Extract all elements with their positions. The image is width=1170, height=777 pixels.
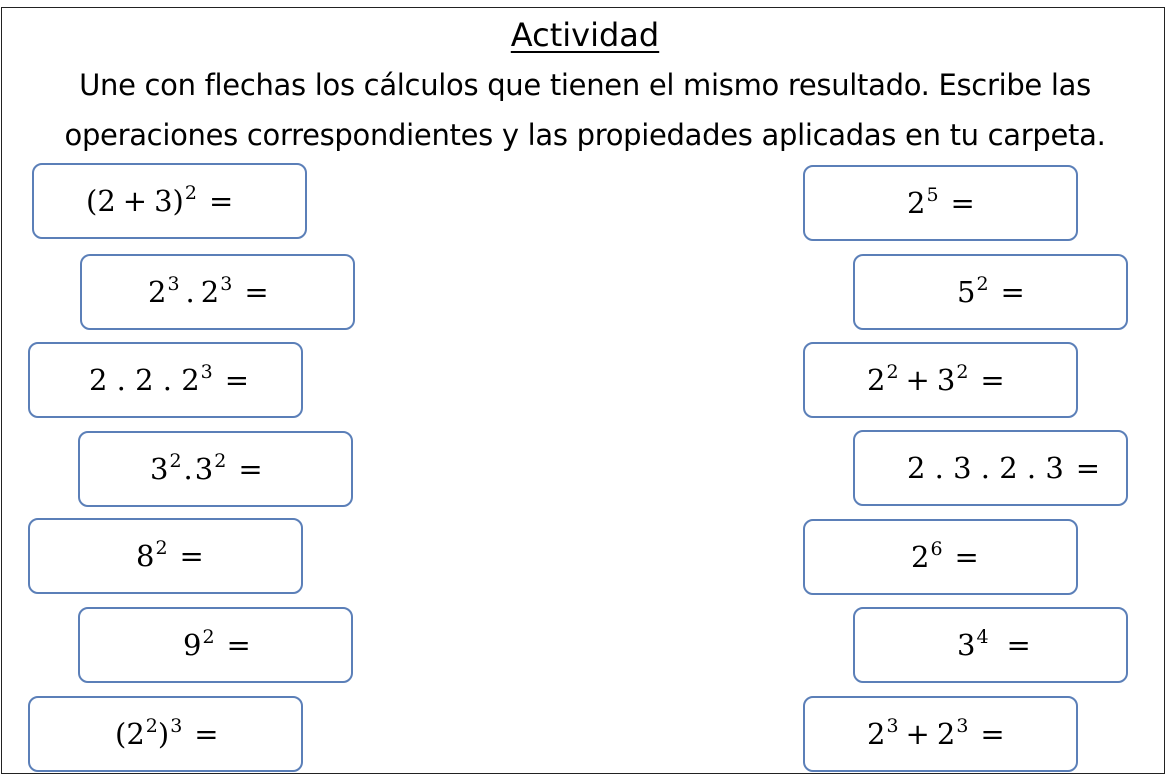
equals-sign: = bbox=[208, 184, 234, 218]
right-card-4[interactable] bbox=[853, 430, 1128, 506]
term: 5 bbox=[957, 275, 976, 309]
right-card-5[interactable] bbox=[803, 519, 1078, 595]
exponent: 3 bbox=[956, 715, 969, 737]
exponent: 2 bbox=[145, 715, 158, 737]
equals-sign: = bbox=[1006, 628, 1031, 662]
equals-sign: = bbox=[1000, 275, 1025, 309]
equals-sign: = bbox=[950, 186, 975, 220]
equals-sign: = bbox=[224, 363, 250, 397]
right-card-3[interactable] bbox=[803, 342, 1078, 418]
term: 2 bbox=[200, 275, 220, 309]
exponent: 2 bbox=[155, 537, 168, 559]
term: (2 bbox=[115, 717, 145, 751]
equals-sign: = bbox=[238, 452, 263, 486]
operator: + bbox=[905, 363, 930, 397]
activity-title: Actividad bbox=[510, 16, 660, 54]
term: 2 bbox=[867, 717, 886, 751]
expression bbox=[907, 451, 1100, 485]
left-card-3[interactable] bbox=[28, 342, 303, 418]
expression bbox=[89, 363, 249, 397]
exponent: 6 bbox=[930, 538, 943, 560]
exponent: 2 bbox=[169, 450, 182, 472]
expression bbox=[911, 540, 979, 574]
term: 2 bbox=[867, 363, 886, 397]
expression bbox=[150, 452, 263, 486]
expression bbox=[183, 628, 251, 662]
term: 2 bbox=[936, 717, 956, 751]
exponent: 2 bbox=[202, 626, 215, 648]
left-card-5[interactable] bbox=[28, 518, 303, 594]
equals-sign: = bbox=[179, 539, 204, 573]
term: 8 bbox=[136, 539, 155, 573]
right-card-2[interactable] bbox=[853, 254, 1128, 330]
exponent: 3 bbox=[220, 273, 233, 295]
left-card-1[interactable] bbox=[32, 163, 307, 239]
expression bbox=[148, 275, 269, 309]
equals-sign: = bbox=[980, 717, 1005, 751]
expression bbox=[907, 186, 975, 220]
instructions-line-1: Une con flechas los cálculos que tienen el mismo resultado. Escribe las bbox=[79, 68, 1091, 102]
term: (2 bbox=[86, 184, 116, 218]
equals-sign: = bbox=[226, 628, 251, 662]
expression bbox=[867, 717, 1005, 751]
term: 3 bbox=[957, 628, 976, 662]
term: 9 bbox=[183, 628, 202, 662]
operator: + bbox=[905, 717, 930, 751]
left-card-2[interactable] bbox=[80, 254, 355, 330]
expression bbox=[867, 363, 1005, 397]
equals-sign: = bbox=[980, 363, 1005, 397]
exponent: 3 bbox=[200, 361, 213, 383]
operator: . bbox=[183, 452, 193, 486]
expression bbox=[115, 717, 219, 751]
exponent: 5 bbox=[926, 184, 939, 206]
exponent: 2 bbox=[214, 450, 227, 472]
expression bbox=[136, 539, 204, 573]
exponent: 4 bbox=[976, 626, 989, 648]
term: 3 bbox=[936, 363, 956, 397]
term: 3) bbox=[154, 184, 184, 218]
exponent: 3 bbox=[167, 273, 180, 295]
instructions-line-2: operaciones correspondientes y las propiedades aplicadas en tu carpeta. bbox=[64, 118, 1106, 152]
instructions bbox=[10, 60, 1160, 160]
operator: + bbox=[122, 184, 148, 218]
term: 2 . 2 . 2 bbox=[89, 363, 200, 397]
term: 2 bbox=[907, 186, 926, 220]
expression bbox=[86, 184, 233, 218]
right-card-6[interactable] bbox=[853, 607, 1128, 683]
left-card-6[interactable] bbox=[78, 607, 353, 683]
equals-sign: = bbox=[244, 275, 269, 309]
left-card-7[interactable] bbox=[28, 696, 303, 772]
right-card-7[interactable] bbox=[803, 696, 1078, 772]
term: 3 bbox=[194, 452, 214, 486]
exponent: 3 bbox=[886, 715, 899, 737]
expression bbox=[957, 275, 1025, 309]
exponent: 2 bbox=[886, 361, 899, 383]
term: 3 bbox=[150, 452, 169, 486]
exponent: 2 bbox=[184, 182, 197, 204]
expression bbox=[957, 628, 1031, 662]
term: 2 bbox=[911, 540, 930, 574]
equals-sign: = bbox=[1075, 451, 1101, 485]
exponent: 2 bbox=[976, 273, 989, 295]
operator: . bbox=[185, 275, 195, 309]
right-card-1[interactable] bbox=[803, 165, 1078, 241]
equals-sign: = bbox=[194, 717, 219, 751]
term: ) bbox=[157, 717, 170, 751]
exponent: 2 bbox=[956, 361, 969, 383]
left-card-4[interactable] bbox=[78, 431, 353, 507]
term: 2 bbox=[148, 275, 167, 309]
exponent: 3 bbox=[170, 715, 183, 737]
equals-sign: = bbox=[954, 540, 979, 574]
term: 2 . 3 . 2 . 3 bbox=[907, 451, 1064, 485]
